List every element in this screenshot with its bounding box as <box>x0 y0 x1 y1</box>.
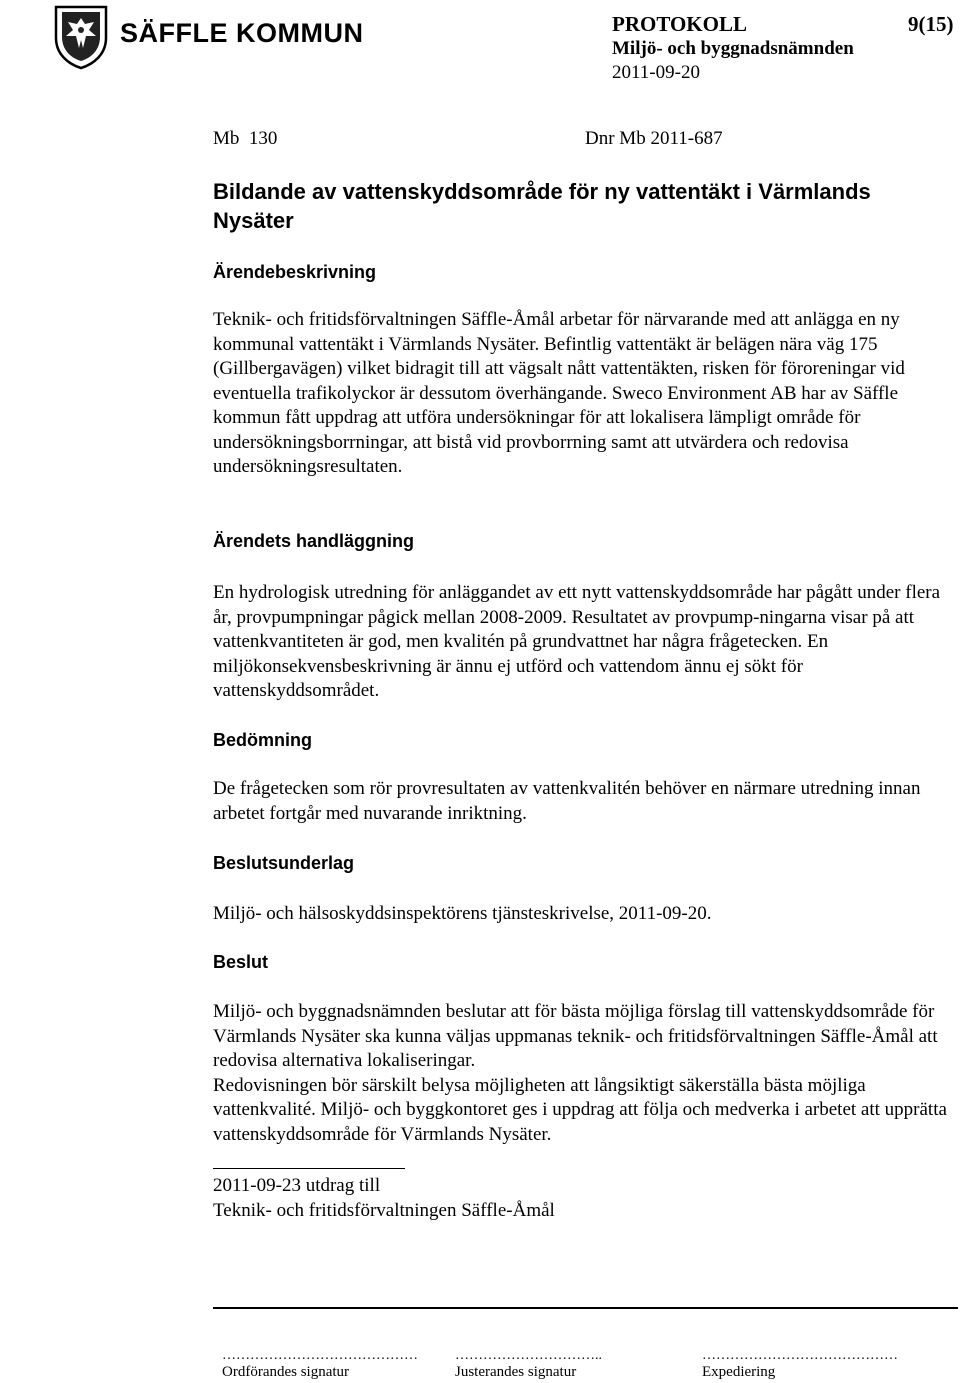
section-heading-assessment: Bedömning <box>213 730 312 750</box>
signature-line-chair: …………………………………… <box>222 1348 418 1363</box>
signature-line-adjuster: ………………………….. <box>455 1348 602 1363</box>
signature-line-dispatch: …………………………………… <box>702 1348 898 1363</box>
paragraph-number: Mb 130 <box>213 128 278 149</box>
footer-divider <box>213 1307 958 1309</box>
basis-paragraph: Miljö- och hälsoskyddsinspektörens tjänsteskrivelse, 2011-09-20. <box>213 903 712 924</box>
dispatch-line-2: Teknik- och fritidsförvaltningen Säffle-Åmål <box>213 1199 555 1221</box>
dispatch-rule <box>213 1168 405 1169</box>
section-heading-basis: Beslutsunderlag <box>213 853 355 873</box>
description-paragraph: Teknik- och fritidsförvaltningen Säffle-Åmål arbetar för närvarande med att anlägga en ny kommunal vattentäkt i Värmlands Nysäter. Befintlig vattentäkt är belägen nära väg 175 (Gillbergavägen) vilket bidragit till att vägsalt nått vattentäkten, risken för föroreningar vid eventuella trafikolyckor är dessutom överhängande. Sweco Environment AB har av Säffle kommun fått uppdrag att utföra undersökningar för att lokalisera lämpligt område för undersökningsborrningar, att bistå vid provborrning samt att utvärdera och redovisa undersökningsresultaten. <box>213 309 905 477</box>
signature-label-chair: Ordförandes signatur <box>222 1364 350 1380</box>
section-text-decision <box>213 1000 958 1147</box>
coat-of-arms-icon <box>52 4 110 70</box>
signature-label-dispatch: Expediering <box>702 1364 776 1380</box>
case-number: Dnr Mb 2011-687 <box>585 128 723 149</box>
section-text-description <box>213 308 958 480</box>
municipality-name: SÄFFLE KOMMUN <box>120 18 364 48</box>
dispatch-line-1: 2011-09-23 utdrag till <box>213 1175 381 1196</box>
page-number: 9(15) <box>908 12 954 36</box>
dispatch-note <box>213 1174 958 1223</box>
assessment-paragraph: De frågetecken som rör provresultaten av vattenkvalitén behöver en närmare utredning innan arbetet fortgår med nuvarande inriktning. <box>213 778 921 824</box>
section-text-assessment <box>213 777 958 826</box>
document-type: PROTOKOLL <box>612 12 747 36</box>
meeting-date: 2011-09-20 <box>612 62 700 83</box>
board-name: Miljö- och byggnadsnämnden <box>612 38 854 59</box>
section-text-basis <box>213 902 958 927</box>
signature-label-adjuster: Justerandes signatur <box>455 1364 577 1380</box>
case-title: Bildande av vattenskyddsområde för ny vattentäkt i Värmlands Nysäter <box>213 179 871 233</box>
section-heading-description: Ärendebeskrivning <box>213 262 377 282</box>
decision-paragraph-2: Redovisningen bör särskilt belysa möjligheten att långsiktigt säkerställa bästa möjliga vattenkvalité. Miljö- och byggkontoret ges i uppdrag att följa och medverka i arbetet att upprätta vattenskyddsområde för Värmlands Nysäter. <box>213 1074 947 1145</box>
section-heading-decision: Beslut <box>213 952 269 972</box>
decision-paragraph-1: Miljö- och byggnadsnämnden beslutar att för bästa möjliga förslag till vattenskyddsområde för Värmlands Nysäter ska kunna väljas uppmanas teknik- och fritidsförvaltningen Säffle-Åmål att redovisa alternativa lokaliseringar. <box>213 1001 938 1071</box>
section-text-handling <box>213 581 958 704</box>
section-heading-handling: Ärendets handläggning <box>213 531 415 551</box>
handling-paragraph: En hydrologisk utredning för anläggandet av ett nytt vattenskyddsområde har pågått under flera år, provpumpningar pågick mellan 2008-2009. Resultatet av provpump-ningarna visar på att vattenkvantiteten är god, men kvalitén på grundvattnet har några frågetecken. En miljökonsekvensbeskrivning är ännu ej utförd och vattendom ännu ej sökt för vattenskyddsområdet. <box>213 582 941 701</box>
